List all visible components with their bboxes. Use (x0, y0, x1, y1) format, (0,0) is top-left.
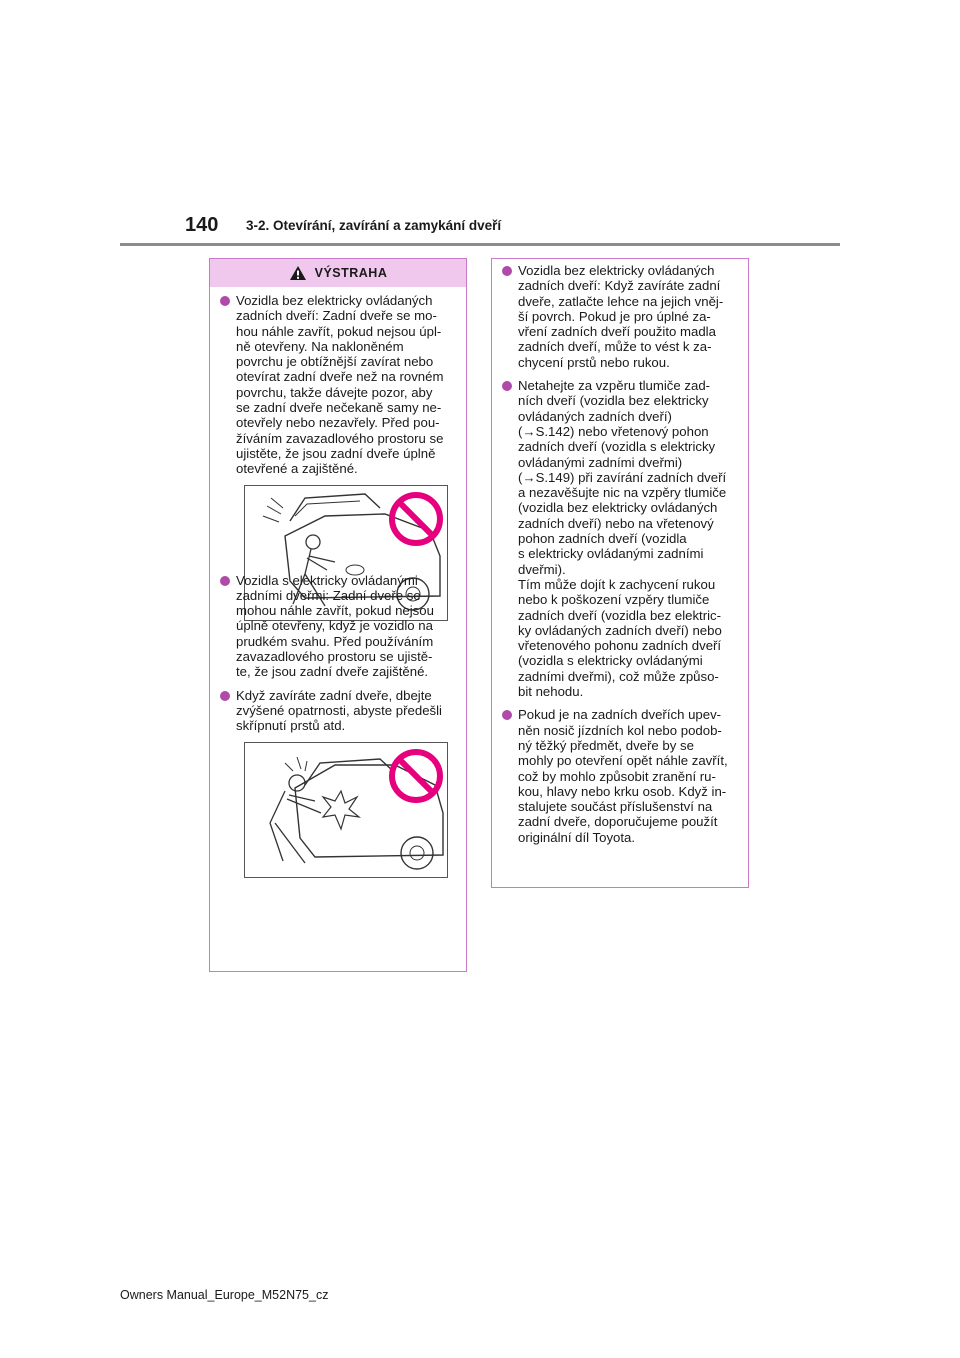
list-item (500, 707, 738, 845)
bullet-dot-icon (220, 576, 230, 586)
warning-box-right (491, 258, 749, 888)
list-item-text: Když zavíráte zadní dveře, dbejte zvýšené opatrnosti, abyste předešli skřípnutí prstů atd. (236, 687, 442, 734)
bullet-dot-icon (502, 710, 512, 720)
list-item-text: Vozidla bez elektricky ovládaných zadních dveří: Zadní dveře se mo- hou náhle zavřít, pokud nejsou úpl- ně otevřeny. Na nakloněném povrchu je obtížnější zavírat nebo otevírat zadní dveře než na rovném povrchu, takže dávejte pozor, aby se zadní dveře nečekaně samy ne- otevřely nebo nezavřely. Před pou- žíváním zavazadlového prostoru se ujistěte, že jsou zadní dveře úplně otevřené a zajištěné. (236, 293, 444, 477)
list-item (218, 688, 456, 734)
header-rule (120, 243, 840, 246)
warning-header (210, 259, 466, 287)
impact-star-shape (323, 791, 359, 829)
warning-items-right (492, 259, 748, 845)
warning-title: VÝSTRAHA (314, 266, 388, 280)
list-item-text: Vozidla s elektricky ovládanými zadními dveřmi: Zadní dveře se mohou náhle zavřít, pokud nejsou úplně otevřeny, když je vozidlo na prudkém svahu. Před používáním zavazadlového prostoru se ujistě- te, že jsou zadní dveře zajištěné. (236, 572, 434, 680)
person-body-shape (270, 791, 321, 863)
list-item (500, 263, 738, 370)
prohibition-icon (387, 490, 445, 548)
warning-box-left (209, 258, 467, 972)
bullet-dot-icon (502, 381, 512, 391)
person-head-shape (306, 535, 320, 549)
section-title: 3-2. Otevírání, zavírání a zamykání dveří (246, 218, 502, 233)
prohibition-icon (387, 747, 445, 805)
list-item-text: Vozidla bez elektricky ovládaných zadních dveří: Když zavíráte zadní dveře, zatlačte lehce na jejich vněj- ší povrch. Pokud je pro úplné za- vření zadních dveří použito madla zadních dveří, může to vést k za- chycení prstů nebo rukou. (518, 263, 724, 370)
warning-triangle-icon (289, 265, 307, 281)
list-item-text: Netahejte za vzpěru tlumiče zad- ních dveří (vozidla bez elektricky ovládaných zadních dveří) (→S.142) nebo vřetenový pohon zadních dveří (vozidla s elektricky ovládanými zadními dveřmi) (→S.149) při zavírání zadních dveří a nezavěšujte nic na vzpěry tlumiče (vozidla bez elektricky ovládaných zadních dveří) nebo na vřetenový pohon zadních dveří (vozidla s elektricky ovládanými zadními dveřmi). Tím může dojít k zachycení rukou nebo k poškození vzpěry tlumiče zadních dveří (vozidla bez elektric- ky ovládaných zadních dveří) nebo vřetenového pohonu zadních dveří (vozidla s elektricky ovládanými zadními dveřmi), což může způso- bit nehodu. (518, 378, 727, 700)
footer-text: Owners Manual_Europe_M52N75_cz (120, 1288, 329, 1302)
illustration-closing-tailgate (244, 742, 448, 878)
bullet-dot-icon (220, 691, 230, 701)
bullet-dot-icon (220, 296, 230, 306)
warning-items-left (210, 287, 466, 878)
wheel-shape (401, 837, 433, 869)
page-number: 140 (185, 214, 219, 236)
list-item (500, 378, 738, 699)
list-item (218, 293, 456, 477)
tailgate-shape (305, 759, 393, 785)
bullet-dot-icon (502, 266, 512, 276)
list-item-text: Pokud je na zadních dveřích upev- něn nosič jízdních kol nebo podob- ný těžký předmět, dveře by se mohly po otevření opět náhle zavřít, což by mohlo způsobit zranění ru- kou, hlavy nebo krku osob. Když in- stalujete součást příslušenství na zadní dveře, doporučujeme použít originální díl Toyota. (518, 707, 728, 845)
list-item (218, 573, 456, 680)
